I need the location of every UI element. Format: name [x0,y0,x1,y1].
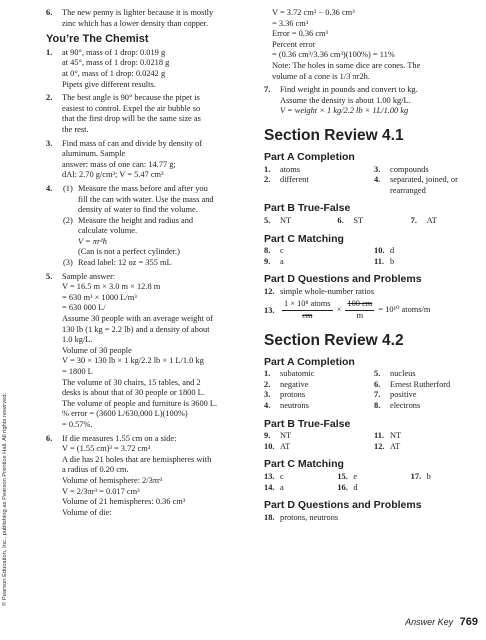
answer-item: 2. negative [264,379,309,389]
answer-item: 11. NT [374,431,402,441]
chemist-4-sub-3: (3) Read label: 12 oz = 355 mL [63,258,172,268]
chemist-3: 3. Find mass of can and divide by density of aluminum. Sample answer: mass of one can: 14.77 g; dAl: 2.70 g/cm³; V = 5.47 cm³ [46,138,203,180]
chemist-2: 2. The best angle is 90° because the pipet is easiest to control. Expel the air bubble so that the first drop will be the same size as the rest. [46,93,201,134]
chemist-heading: You’re The Chemist [46,33,149,46]
answer-item: 4. neutrons [264,401,309,411]
answer-item: 6. Ernest Rutherford [374,379,451,389]
answer-item: 10. AT [264,441,291,451]
answer-item: 8. electrons [374,401,421,411]
right-column [264,8,478,523]
chemist-4-sub-2: (2) Measure the height and radius and calculate volume. V = πr²h (Can is not a perfect cylinder.) [63,215,194,257]
answer-6: 6. The new penny is lighter because it is mostly zinc which has a lower density than copper. [46,8,214,28]
answer-item: 17. b [410,472,431,481]
chemist-6-continued: V = 3.72 cm³ − 0.36 cm³ = 3.36 cm³ Error = 0.36 cm³ Percent error = (0.36 cm³/3.36 cm³)(100%) = 11% Note: The holes in some dice are cones. The volume of a cone is 1/3 πr2h. [272,8,421,81]
answer-13-equation: 13. $\frac{\text{1 × 10⁸ atoms}}{cm}$ × $\frac{100 cm}{m}$ = 10¹⁰ atoms/m [264,299,431,321]
chemist-7: 7. Find weight in pounds and convert to kg. Assume the density is about 1.00 kg/L. V = weight × 1 kg/2.2 lb × 1L/1.00 kg [264,85,418,116]
answer-item: 7. positive [374,390,417,400]
answer-item: 3. protons [264,390,306,400]
footer-label: Answer Key [405,617,454,627]
answer-item: 9. a [264,256,284,266]
sr42-part-c-heading: Part C Matching [264,458,344,471]
answer-item: 9. NT [264,431,292,441]
sr41-part-c-heading: Part C Matching [264,232,344,245]
answer-item: 12. AT [374,441,401,451]
section-review-4-1-title: Section Review 4.1 [264,126,404,144]
answer-item: 3. compounds [374,164,429,174]
chemist-5: 5. Sample answer: V = 16.5 m × 3.0 m × 12.8 m = 630 m³ × 1000 L/m³ = 630 000 L/ Assume 30 people with an average weight of 130 lb (1 kg = 2.2 lb) and a density of about 1.0 kg/L. Volume of 30 people V = 30 × 130 lb × 1 kg/2.2 lb × 1 L/1.0 kg = 1800 L The volume of 30 chairs, 15 tables, and 2 desks is about that of 30 people or 1800 L. The volume of people and furniture is 3600 L. % error = (3600 L/630,000 L)(100%) = 0.57%. [46,271,218,429]
answer-item: 18. protons, neutrons [264,512,339,522]
sr41-part-d-heading: Part D Questions and Problems [264,273,422,286]
page-footer [405,616,478,628]
answer-item: 12. simple whole-number ratios [264,286,374,296]
sr42-part-a-heading: Part A Completion [264,355,355,368]
answer-item: 7. AT [410,215,437,225]
answer-item: 8. c [264,246,284,256]
sr41-part-a-heading: Part A Completion [264,150,355,163]
answer-item: 16. d [337,482,358,492]
sr41-part-b-answers [264,216,478,227]
answer-item: 13. c [264,472,284,481]
sr41-part-a-answers [264,165,478,197]
chemist-4: 4. (1) Measure the mass before and after you fill the can with water. Use the mass and density of water to find the volume. (2) Measure the height and radius and calculate volume. V = πr²h (Can is not a perfect cylinder.) (3) Read label: 12 oz = 355 mL [46,184,258,269]
answer-item: 5. nucleus [374,369,416,379]
chemist-4-sub-1: (1) Measure the mass before and after you fill the can with water. Use the mass and density of water to find the volume. [63,183,214,215]
sr41-part-c-answers [264,246,478,267]
sr42-part-a-answers [264,369,478,411]
fraction-atoms-per-cm: $\frac{\text{1 × 10⁸ atoms}}{cm}$ [284,299,331,321]
answer-item: 15. e [337,472,358,481]
answer-item: 11. b [374,256,395,266]
fraction-cm-per-m: $\frac{100 cm}{m}$ [347,299,373,321]
answer-item: 2. different [264,175,309,185]
page-number: 769 [459,616,478,628]
answer-item: 14. a [264,482,284,492]
answer-item: 4. separated, joined, or rearranged [374,175,458,195]
answer-item: 1. subatomic [264,369,315,379]
answer-item: 6. ST [337,215,364,225]
chemist-1: 1. at 90°, mass of 1 drop: 0.019 g at 45°, mass of 1 drop: 0.0218 g at 0°, mass of 1 drop: 0.0242 g Pipets give different results. [46,47,170,89]
sr42-part-b-heading: Part B True-False [264,417,351,430]
section-review-4-2-title: Section Review 4.2 [264,331,404,349]
sr41-part-b-heading: Part B True-False [264,202,351,215]
answer-item: 1. atoms [264,164,301,174]
sr42-part-d-heading: Part D Questions and Problems [264,499,422,512]
answer-item: 10. d [374,246,395,256]
left-column [46,8,258,521]
sr42-part-b-answers [264,431,478,452]
sr42-part-c-answers [264,472,478,493]
chemist-6: 6. If die measures 1.55 cm on a side: V = (1.55 cm)³ = 3.72 cm³ A die has 21 holes that are hemispheres with a radius of 0.20 cm. Volume of hemisphere: 2/3πr³ V = 2/3πr³ = 0.017 cm³ Volume of 21 hemispheres: 0.36 cm³ Volume of die: [46,433,212,517]
copyright-side-text: © Pearson Education, Inc., publishing as Pearson Prentice Hall. All rights reserved. [2,392,8,606]
answer-item: 5. NT [264,215,292,225]
